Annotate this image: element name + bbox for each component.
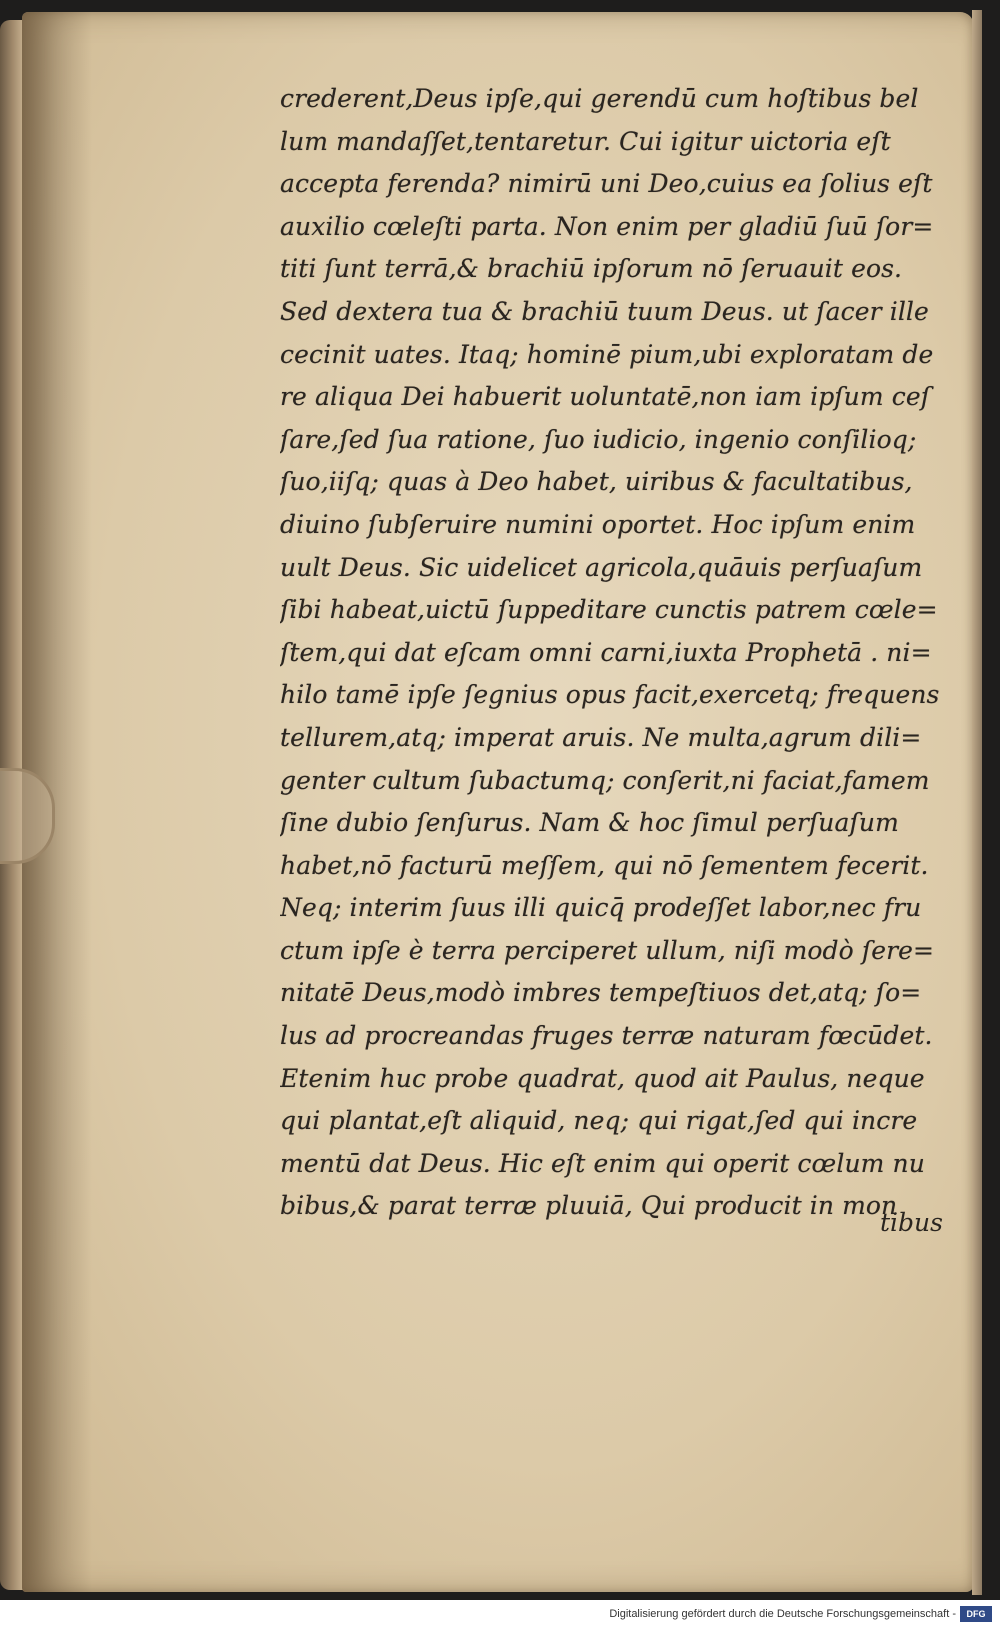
text-line: qui plantat,eſt aliquid, neq; qui rigat,ſed qui incre bbox=[280, 1106, 918, 1136]
page-text bbox=[280, 78, 940, 1228]
text-line: habet,nō facturū meſſem, qui nō ſementem fecerit. bbox=[280, 850, 929, 880]
text-line: bibus,& parat terræ pluuiā, Qui producit in mon bbox=[280, 1191, 898, 1221]
text-line: titi ſunt terrā,& brachiū ipſorum nō ſeruauit eos. bbox=[280, 254, 903, 284]
text-line: accepta ferenda? nimirū uni Deo,cuius ea ſolius eſt bbox=[280, 169, 933, 199]
text-line: ſuo,iiſq; quas à Deo habet, uiribus & facultatibus, bbox=[280, 467, 913, 497]
text-line: cecinit uates. Itaq; hominē pium,ubi exploratam de bbox=[280, 339, 934, 369]
catchword: tibus bbox=[880, 1208, 943, 1237]
text-line: nitatē Deus,modò imbres tempeſtiuos det,atq; ſo= bbox=[280, 978, 922, 1008]
text-line: re aliqua Dei habuerit uoluntatē,non iam ipſum ceſ bbox=[280, 382, 931, 412]
funding-credit: Digitalisierung gefördert durch die Deutsche Forschungsgemeinschaft - bbox=[609, 1608, 956, 1620]
text-line: Neq; interim ſuus illi quicq̄ prodeſſet labor,nec fru bbox=[280, 893, 922, 923]
text-line: uult Deus. Sic uidelicet agricola,quāuis perſuaſum bbox=[280, 552, 923, 582]
text-line: diuino ſubſeruire numini oportet. Hoc ipſum enim bbox=[280, 509, 916, 539]
text-line: ſine dubio ſenſurus. Nam & hoc ſimul perſuaſum bbox=[280, 808, 899, 838]
text-line: ctum ipſe è terra perciperet ullum, niſi modò ſere= bbox=[280, 935, 935, 965]
footer bbox=[0, 1600, 1000, 1633]
text-line: mentū dat Deus. Hic eſt enim qui operit cœlum nu bbox=[280, 1148, 925, 1178]
text-line: lum mandaſſet,tentaretur. Cui igitur uictoria eſt bbox=[280, 126, 891, 156]
text-line: ſare,ſed ſua ratione, ſuo iudicio, ingenio conſilioq; bbox=[280, 424, 917, 454]
text-line: genter cultum ſubactumq; conſerit,ni faciat,famem bbox=[280, 765, 930, 795]
page-edge bbox=[972, 10, 982, 1595]
text-line: crederent,Deus ipſe,qui gerendū cum hoſtibus bel bbox=[280, 84, 919, 113]
text-line: lus ad procreandas fruges terræ naturam fœcūdet. bbox=[280, 1021, 933, 1051]
text-line: Etenim huc probe quadrat, quod ait Paulus, neque bbox=[280, 1063, 925, 1093]
text-line: ſibi habeat,uictū ſuppeditare cunctis patrem cœle= bbox=[280, 595, 938, 625]
text-line: Sed dextera tua & brachiū tuum Deus. ut ſacer ille bbox=[280, 296, 929, 326]
text-line: tellurem,atq; imperat aruis. Ne multa,agrum dili= bbox=[280, 722, 922, 752]
text-line: hilo tamē ipſe ſegnius opus facit,exercetq; frequens bbox=[280, 680, 940, 710]
text-line: auxilio cœleſti parta. Non enim per gladiū ſuū ſor= bbox=[280, 211, 934, 241]
dfg-logo: DFG bbox=[960, 1606, 992, 1622]
text-line: ſtem,qui dat eſcam omni carni,iuxta Prophetā . ni= bbox=[280, 637, 932, 667]
